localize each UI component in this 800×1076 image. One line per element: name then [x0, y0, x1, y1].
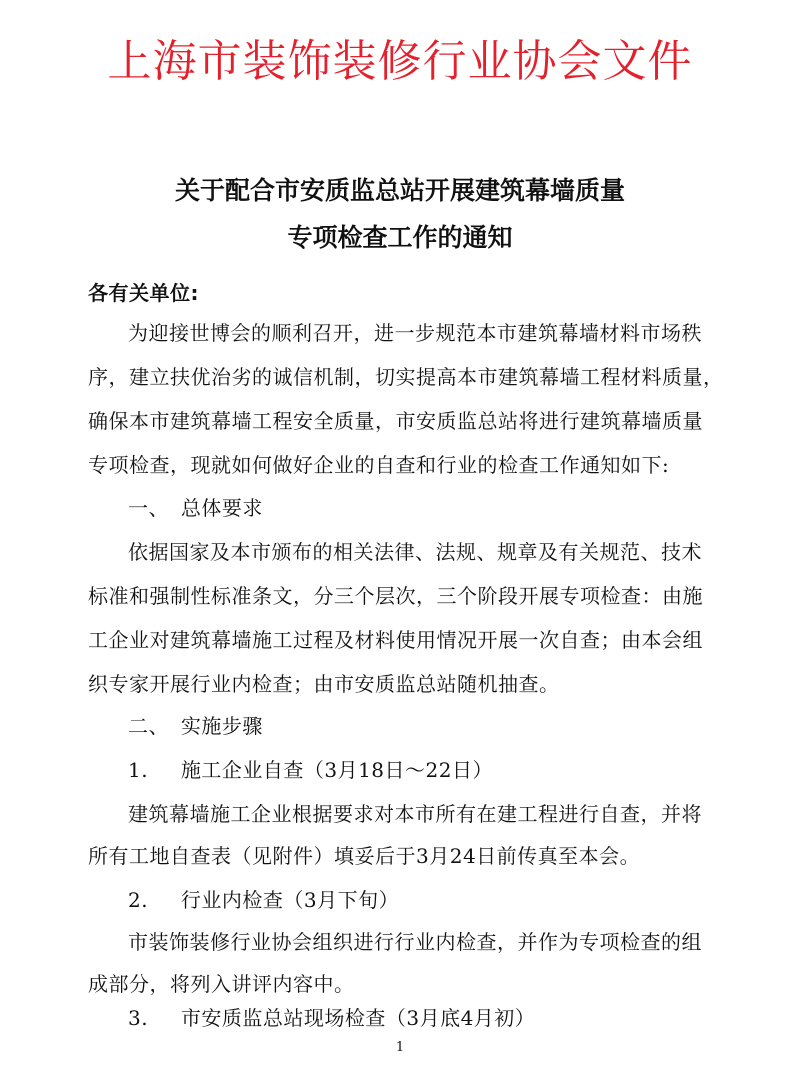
- doc-title-line-2: 专项检查工作的通知: [287, 223, 513, 252]
- step-3-number: 3.: [128, 1006, 149, 1030]
- step-2-heading-text: 行业内检查（3月下旬）: [180, 888, 400, 912]
- step-1-line-1: 建筑幕墙施工企业根据要求对本市所有在建工程进行自查，并将: [128, 802, 702, 826]
- intro-line-2: 序，建立扶优治劣的诚信机制，切实提高本市建筑幕墙工程材料质量，: [88, 365, 724, 389]
- doc-title-line-1: 关于配合市安质监总站开展建筑幕墙质量: [174, 176, 625, 205]
- page-number: 1: [395, 1040, 405, 1055]
- step-2-line-2: 成部分，将列入讲评内容中。: [88, 972, 355, 996]
- step-1-heading-text: 施工企业自查（3月18日～22日）: [180, 758, 493, 782]
- step-1-line-2: 所有工地自查表（见附件）填妥后于3月24日前传真至本会。: [88, 844, 641, 868]
- section-2-heading: [128, 712, 758, 740]
- intro-line-3: 确保本市建筑幕墙工程安全质量，市安质监总站将进行建筑幕墙质量: [88, 409, 703, 433]
- step-2-line-1: 市装饰装修行业协会组织进行行业内检查，并作为专项检查的组: [128, 930, 702, 954]
- step-3-heading: [128, 1004, 758, 1032]
- section-1-heading: [128, 494, 758, 522]
- step-2-number: 2.: [128, 888, 149, 912]
- section-1-line-3: 工企业对建筑幕墙施工过程及材料使用情况开展一次自查；由本会组: [88, 628, 703, 652]
- step-2-heading: [128, 886, 758, 914]
- section-1-line-2: 标准和强制性标准条文，分三个层次，三个阶段开展专项检查：由施: [88, 584, 703, 608]
- step-1-number: 1.: [128, 758, 149, 782]
- salutation: 各有关单位:: [88, 281, 199, 305]
- section-1-heading-text: 总体要求: [180, 496, 263, 520]
- org-header-title: 上海市装饰装修行业协会文件: [107, 36, 693, 87]
- section-1-line-1: 依据国家及本市颁布的相关法律、法规、规章及有关规范、技术: [128, 540, 702, 564]
- section-2-heading-text: 实施步骤: [180, 714, 263, 738]
- step-3-heading-text: 市安质监总站现场检查（3月底4月初）: [180, 1006, 536, 1030]
- section-1-number: 一、: [128, 496, 169, 520]
- section-1-line-4: 织专家开展行业内检查；由市安质监总站随机抽查。: [88, 672, 560, 696]
- intro-line-4: 专项检查，现就如何做好企业的自查和行业的检查工作通知如下:: [88, 453, 670, 477]
- section-2-number: 二、: [128, 714, 169, 738]
- step-1-heading: [128, 756, 758, 784]
- intro-line-1: 为迎接世博会的顺利召开，进一步规范本市建筑幕墙材料市场秩: [128, 321, 702, 345]
